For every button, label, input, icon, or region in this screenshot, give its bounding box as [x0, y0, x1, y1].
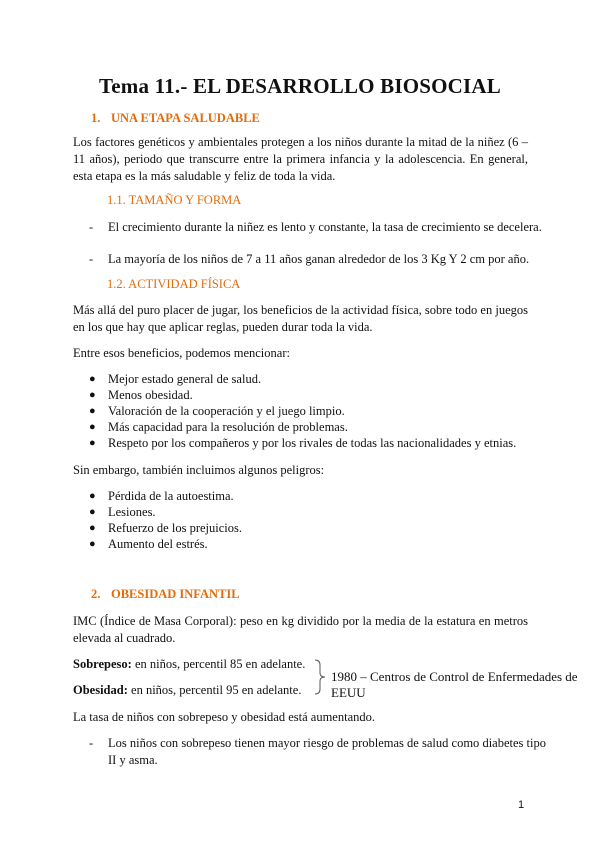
obesidad-text: en niños, percentil 95 en adelante.: [127, 683, 302, 697]
bullet-marker: ●: [89, 538, 96, 550]
list-item: [89, 387, 193, 403]
imc-definition: IMC (Índice de Masa Corporal): peso en kg dividido por la media de la estatura en metros elevada al cuadrado.: [73, 614, 528, 645]
list-item: [89, 488, 234, 504]
obesity-rate-text: La tasa de niños con sobrepeso y obesidad está aumentando.: [73, 710, 375, 724]
bullet-marker: ●: [89, 373, 96, 385]
bullet-marker: ●: [89, 405, 96, 417]
list-item: [89, 251, 546, 268]
sobrepeso-text: en niños, percentil 85 en adelante.: [131, 657, 306, 671]
subsection-1-2-heading: 1.2. ACTIVIDAD FÍSICA: [107, 277, 241, 291]
list-item: [89, 520, 242, 536]
dash-marker: -: [89, 252, 94, 266]
list-item-text: Refuerzo de los prejuicios.: [108, 521, 242, 535]
bullet-marker: ●: [89, 490, 96, 502]
list-item: [89, 419, 348, 435]
list-item-text: Respeto por los compañeros y por los rivales de todas las nacionalidades y etnias.: [108, 436, 517, 450]
activity-paragraph: Más allá del puro placer de jugar, los beneficios de la actividad física, sobre todo en juegos en los que hay que aplicar reglas, pueden durar toda la vida.: [73, 303, 528, 334]
list-item: [89, 536, 208, 552]
page-title: Tema 11.- EL DESARROLLO BIOSOCIAL: [98, 74, 501, 98]
list-item-text: Lesiones.: [108, 505, 156, 519]
list-item-text: El crecimiento durante la niñez es lento y constante, la tasa de crecimiento se decelera.: [108, 220, 542, 234]
section-2-title: OBESIDAD INFANTIL: [111, 587, 240, 601]
sobrepeso-definition: [73, 657, 305, 672]
dash-marker: -: [89, 220, 94, 234]
benefits-intro: Entre esos beneficios, podemos mencionar:: [73, 346, 290, 360]
bullet-marker: ●: [89, 437, 96, 449]
cdc-note: 1980 – Centros de Control de Enfermedades de EEUU: [331, 669, 578, 700]
list-item-text: Mejor estado general de salud.: [108, 372, 262, 386]
list-item-text: Aumento del estrés.: [108, 537, 208, 551]
list-item-text: La mayoría de los niños de 7 a 11 años ganan alrededor de los 3 Kg Y 2 cm por año.: [108, 252, 530, 266]
list-item-text: Pérdida de la autoestima.: [108, 489, 234, 503]
list-item: [89, 219, 546, 236]
sobrepeso-label: Sobrepeso:: [73, 657, 132, 671]
page-number: 1: [518, 799, 525, 811]
list-item: [89, 371, 261, 387]
list-item: [89, 403, 345, 419]
list-item: [89, 504, 156, 520]
list-item: [89, 435, 516, 451]
section-2-heading: [91, 587, 240, 602]
dash-marker: -: [89, 736, 94, 750]
list-item-text: Valoración de la cooperación y el juego limpio.: [108, 404, 345, 418]
list-item-text: Más capacidad para la resolución de problemas.: [108, 420, 348, 434]
obesidad-definition: [73, 683, 301, 698]
list-item-text: Menos obesidad.: [108, 388, 193, 402]
bullet-marker: ●: [89, 421, 96, 433]
section-2-number: 2.: [91, 587, 101, 601]
list-item-text: Los niños con sobrepeso tienen mayor riesgo de problemas de salud como diabetes tipo II y asma.: [108, 736, 546, 767]
right-brace-icon: [313, 659, 329, 695]
bullet-marker: ●: [89, 389, 96, 401]
bullet-marker: ●: [89, 506, 96, 518]
section-1-title: UNA ETAPA SALUDABLE: [111, 111, 260, 125]
bullet-marker: ●: [89, 522, 96, 534]
list-item: [89, 735, 546, 769]
section-1-number: 1.: [91, 111, 101, 125]
dangers-intro: Sin embargo, también incluimos algunos peligros:: [73, 463, 325, 477]
section-1-heading: [91, 111, 260, 126]
obesidad-label: Obesidad:: [73, 683, 128, 697]
subsection-1-1-heading: 1.1. TAMAÑO Y FORMA: [107, 193, 242, 207]
section-1-intro: Los factores genéticos y ambientales protegen a los niños durante la mitad de la niñez (6 – 11 años), periodo que transcurre entre la primera infancia y la adolescencia. En general, esta etapa es la más saludable y feliz de toda la vida.: [73, 135, 528, 183]
